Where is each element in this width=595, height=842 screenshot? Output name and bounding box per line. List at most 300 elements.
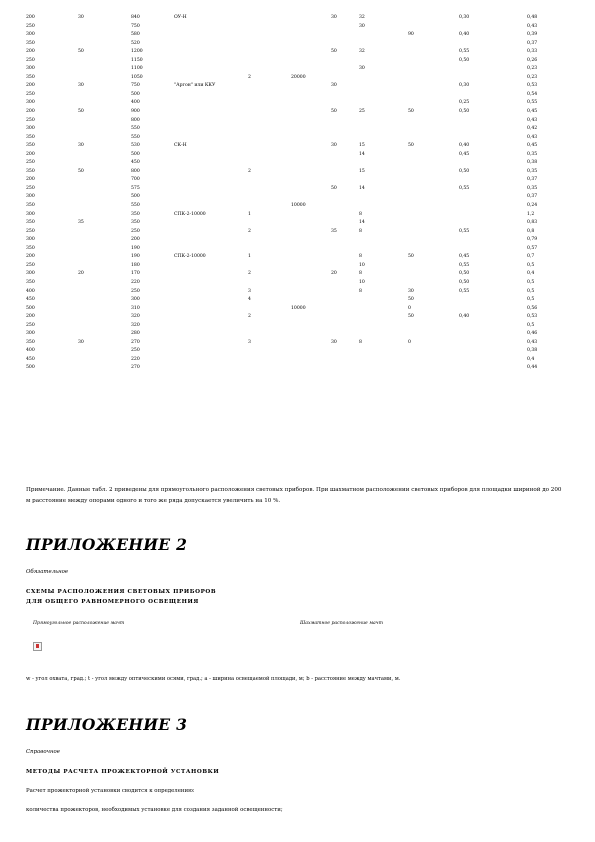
table-cell: 30: [331, 15, 337, 20]
scheme-label-rectangular: Прямоугольное расположение мачт: [33, 621, 125, 626]
table-cell: [291, 366, 331, 375]
table-cell: [331, 315, 359, 324]
table-cell: [174, 50, 248, 59]
table-row: [26, 238, 557, 247]
table-cell: 250: [131, 288, 140, 294]
table-row: [26, 230, 557, 239]
table-cell: 530: [131, 143, 140, 149]
table-cell: [459, 238, 527, 247]
table-cell: 4: [248, 297, 251, 303]
table-cell: [331, 298, 359, 307]
table-row: [26, 281, 557, 290]
table-cell: [174, 42, 248, 51]
table-cell: 0,40: [459, 143, 470, 149]
table-cell: 30: [78, 339, 84, 345]
table-cell: [174, 230, 248, 239]
table-cell: 50: [78, 49, 84, 55]
table-cell: 170: [131, 271, 140, 277]
table-cell: [248, 136, 291, 145]
table-cell: 10: [359, 262, 365, 268]
table-row: [26, 332, 557, 341]
table-cell: [174, 238, 248, 247]
table-cell: 10000: [291, 203, 306, 209]
table-row: [26, 84, 557, 93]
table-cell: 30: [78, 15, 84, 20]
table-cell: [174, 101, 248, 110]
table-cell: 0,48: [527, 15, 538, 20]
table-cell: [174, 281, 248, 290]
table-row: [26, 247, 557, 256]
table-cell: 575: [131, 185, 140, 191]
table-cell: 0,50: [459, 271, 470, 277]
table-cell: 300: [26, 194, 35, 200]
table-cell: 900: [131, 109, 140, 115]
table-cell: [359, 42, 408, 51]
table-cell: [248, 358, 291, 367]
table-cell: [359, 136, 408, 145]
table-cell: 350: [26, 168, 35, 174]
table-cell: [78, 230, 131, 239]
table-cell: 50: [408, 297, 414, 303]
table-cell: 1,2: [527, 211, 535, 217]
table-cell: 0,35: [527, 168, 538, 174]
table-cell: 50: [331, 49, 337, 55]
table-cell: [78, 290, 131, 299]
table-cell: 50: [408, 254, 414, 260]
table-cell: 400: [26, 288, 35, 294]
table-cell: 20: [78, 271, 84, 277]
table-cell: [359, 315, 408, 324]
table-cell: 10000: [291, 305, 306, 311]
table-cell: 0,5: [527, 279, 535, 285]
table-cell: [331, 255, 359, 264]
table-cell: [408, 127, 459, 136]
table-cell: [459, 119, 527, 128]
table-cell: [408, 204, 459, 213]
table-cell: [359, 33, 408, 42]
table-cell: [359, 247, 408, 256]
table-cell: 200: [26, 49, 35, 55]
table-cell: 250: [26, 185, 35, 191]
table-cell: [331, 67, 359, 76]
table-cell: 0,56: [527, 305, 538, 311]
table-cell: [408, 238, 459, 247]
table-row: [26, 315, 557, 324]
table-cell: 250: [26, 262, 35, 268]
table-cell: 200: [26, 109, 35, 115]
scheme-label-staggered: Шахматное расположение мачт: [300, 621, 383, 626]
table-cell: [291, 178, 331, 187]
table-cell: [174, 110, 248, 119]
table-cell: [248, 33, 291, 42]
table-cell: [331, 290, 359, 299]
table-cell: [174, 324, 248, 333]
table-cell: 50: [78, 109, 84, 115]
table-cell: 3: [248, 339, 251, 345]
table-cell: [291, 315, 331, 324]
table-cell: [248, 127, 291, 136]
table-cell: [408, 358, 459, 367]
table-cell: [359, 324, 408, 333]
table-cell: [248, 110, 291, 119]
table-cell: [408, 76, 459, 85]
table-note: Примечание. Данные табл. 2 приведены для прямоугольного расположения световых приборов. При шахматном расположении световых приборов для площадки шириной до 200 м расстояние между опорами одного и того же ряда допускается увеличить на 10 %.: [26, 487, 562, 504]
table-cell: 200: [26, 15, 35, 20]
table-cell: [291, 187, 331, 196]
table-cell: 35: [331, 228, 337, 234]
table-cell: [248, 50, 291, 59]
table-cell: [359, 101, 408, 110]
table-cell: 0: [408, 339, 411, 345]
table-cell: 250: [131, 348, 140, 354]
table-cell: [408, 332, 459, 341]
table-cell: [359, 238, 408, 247]
table-cell: 180: [131, 262, 140, 268]
table-cell: 2: [248, 271, 251, 277]
table-cell: [291, 281, 331, 290]
table-cell: [331, 324, 359, 333]
table-cell: 0,25: [459, 100, 470, 106]
appendix-3-text-1: Расчет прожекторной установки сводится к определению:: [26, 788, 195, 794]
table-cell: 0,53: [527, 314, 538, 320]
table-row: [26, 204, 557, 213]
table-cell: [291, 59, 331, 68]
table-cell: 0,50: [459, 109, 470, 115]
table-cell: 350: [26, 143, 35, 149]
table-row: [26, 170, 557, 179]
table-cell: [248, 307, 291, 316]
table-cell: СПК-2-10000: [174, 254, 206, 260]
table-row: [26, 324, 557, 333]
table-cell: 0,23: [527, 66, 538, 72]
table-cell: [78, 366, 131, 375]
broken-image-icon: [33, 642, 42, 651]
table-cell: [174, 153, 248, 162]
table-cell: [359, 76, 408, 85]
table-cell: 20000: [291, 74, 306, 80]
table-cell: [174, 33, 248, 42]
table-cell: [359, 366, 408, 375]
table-cell: 15: [359, 143, 365, 149]
table-cell: [174, 315, 248, 324]
table-cell: [408, 25, 459, 34]
table-cell: [459, 247, 527, 256]
table-cell: 50: [331, 185, 337, 191]
table-cell: [408, 59, 459, 68]
table-cell: [174, 119, 248, 128]
table-cell: 2: [248, 314, 251, 320]
table-cell: [459, 349, 527, 358]
table-cell: [331, 349, 359, 358]
table-cell: [78, 255, 131, 264]
table-cell: [78, 195, 131, 204]
table-row: [26, 25, 557, 34]
table-cell: СПК-2-10000: [174, 211, 206, 217]
table-cell: 0,5: [527, 322, 535, 328]
table-cell: 320: [131, 322, 140, 328]
table-cell: [408, 366, 459, 375]
table-cell: 550: [131, 203, 140, 209]
table-row: [26, 76, 557, 85]
table-cell: [459, 221, 527, 230]
table-cell: 1: [248, 254, 251, 260]
table-cell: 520: [131, 40, 140, 46]
table-cell: 8: [359, 228, 362, 234]
table-cell: [291, 161, 331, 170]
table-cell: [78, 101, 131, 110]
table-cell: 200: [26, 314, 35, 320]
table-cell: [408, 349, 459, 358]
table-cell: [408, 187, 459, 196]
table-cell: 30: [359, 23, 365, 29]
appendix-2-heading: [26, 588, 216, 607]
table-cell: [408, 136, 459, 145]
table-cell: [78, 67, 131, 76]
table-cell: [248, 187, 291, 196]
table-cell: 400: [26, 348, 35, 354]
table-cell: [459, 298, 527, 307]
table-cell: [248, 238, 291, 247]
table-cell: [291, 93, 331, 102]
table-cell: 0,5: [527, 297, 535, 303]
table-cell: 0,43: [527, 339, 538, 345]
table-cell: [291, 341, 331, 350]
table-cell: 350: [26, 134, 35, 140]
table-cell: [331, 59, 359, 68]
table-cell: 30: [78, 143, 84, 149]
table-cell: 450: [26, 297, 35, 303]
table-cell: [174, 341, 248, 350]
table-cell: [291, 136, 331, 145]
table-cell: [331, 153, 359, 162]
table-cell: [78, 76, 131, 85]
table-cell: [291, 127, 331, 136]
table-cell: 400: [131, 100, 140, 106]
table-cell: 300: [26, 331, 35, 337]
table-cell: [174, 178, 248, 187]
table-cell: [174, 358, 248, 367]
table-cell: [359, 119, 408, 128]
table-row: [26, 127, 557, 136]
table-cell: [174, 349, 248, 358]
table-cell: [291, 290, 331, 299]
table-cell: 300: [26, 237, 35, 243]
table-row: [26, 93, 557, 102]
table-cell: 250: [26, 23, 35, 29]
table-cell: [359, 127, 408, 136]
appendix-2-heading-line-1: СХЕМЫ РАСПОЛОЖЕНИЯ СВЕТОВЫХ ПРИБОРОВ: [26, 589, 217, 595]
table-cell: [408, 170, 459, 179]
table-cell: [331, 281, 359, 290]
table-cell: [459, 25, 527, 34]
table-row: [26, 178, 557, 187]
table-row: [26, 42, 557, 51]
table-cell: 500: [131, 91, 140, 97]
table-cell: [248, 264, 291, 273]
table-cell: [359, 358, 408, 367]
table-cell: [78, 298, 131, 307]
table-cell: 270: [131, 339, 140, 345]
table-body: [26, 16, 557, 375]
table-cell: 8: [359, 288, 362, 294]
table-cell: 1050: [131, 74, 143, 80]
table-cell: 0,5: [527, 288, 535, 294]
table-cell: [248, 59, 291, 68]
table-cell: [331, 307, 359, 316]
table-cell: 50: [331, 109, 337, 115]
table-cell: 0,57: [527, 245, 538, 251]
table-cell: 10: [359, 279, 365, 285]
table-cell: [78, 213, 131, 222]
table-cell: 8: [359, 211, 362, 217]
table-cell: 700: [131, 177, 140, 183]
table-cell: [408, 153, 459, 162]
table-cell: [291, 50, 331, 59]
table-row: [26, 119, 557, 128]
table-cell: 50: [408, 314, 414, 320]
table-cell: 190: [131, 245, 140, 251]
table-cell: [459, 358, 527, 367]
table-cell: [174, 290, 248, 299]
table-cell: 200: [131, 237, 140, 243]
table-cell: [174, 272, 248, 281]
table-cell: [174, 264, 248, 273]
table-cell: [248, 93, 291, 102]
table-cell: [78, 119, 131, 128]
table-cell: [408, 42, 459, 51]
table-cell: 0,30: [459, 83, 470, 89]
table-cell: 30: [331, 339, 337, 345]
table-cell: 0,42: [527, 126, 538, 132]
table-cell: [174, 59, 248, 68]
table-cell: [174, 161, 248, 170]
table-cell: 550: [131, 134, 140, 140]
table-cell: [78, 93, 131, 102]
table-cell: [78, 264, 131, 273]
table-cell: [408, 93, 459, 102]
table-cell: [331, 238, 359, 247]
table-cell: 350: [131, 211, 140, 217]
table-cell: 750: [131, 23, 140, 29]
table-cell: 220: [131, 356, 140, 362]
table-row: [26, 290, 557, 299]
table-cell: [78, 324, 131, 333]
table-cell: [291, 221, 331, 230]
table-cell: [331, 93, 359, 102]
table-cell: 30: [408, 288, 414, 294]
table-cell: [78, 332, 131, 341]
table-cell: [291, 16, 331, 25]
table-cell: [291, 238, 331, 247]
table-cell: 250: [26, 322, 35, 328]
table-cell: [291, 42, 331, 51]
table-cell: [359, 178, 408, 187]
table-cell: [291, 247, 331, 256]
table-cell: [174, 221, 248, 230]
table-cell: [78, 307, 131, 316]
table-cell: [248, 281, 291, 290]
table-cell: 280: [131, 331, 140, 337]
table-cell: [78, 187, 131, 196]
table-cell: 350: [26, 74, 35, 80]
table-cell: 250: [26, 117, 35, 123]
table-cell: [331, 25, 359, 34]
table-cell: [248, 101, 291, 110]
table-cell: 550: [131, 126, 140, 132]
table-cell: 0,55: [459, 262, 470, 268]
table-cell: [291, 264, 331, 273]
table-cell: [248, 332, 291, 341]
table-cell: 450: [131, 160, 140, 166]
table-cell: [78, 136, 131, 145]
table-cell: 300: [26, 66, 35, 72]
table-cell: [248, 247, 291, 256]
table-cell: [408, 67, 459, 76]
table-cell: [459, 332, 527, 341]
table-cell: 90: [408, 32, 414, 38]
table-cell: [174, 298, 248, 307]
table-cell: 350: [26, 279, 35, 285]
table-row: [26, 264, 557, 273]
table-cell: 250: [26, 228, 35, 234]
table-cell: [174, 366, 248, 375]
table-cell: [174, 307, 248, 316]
table-cell: [78, 161, 131, 170]
table-cell: 0,45: [459, 254, 470, 260]
table-cell: [331, 33, 359, 42]
table-cell: 500: [26, 305, 35, 311]
table-row: [26, 272, 557, 281]
table-cell: 350: [131, 220, 140, 226]
table-cell: 50: [408, 109, 414, 115]
table-cell: 310: [131, 305, 140, 311]
table-cell: [459, 136, 527, 145]
table-cell: [248, 67, 291, 76]
table-cell: 0,30: [459, 15, 470, 20]
table-row: [26, 110, 557, 119]
table-cell: [459, 67, 527, 76]
table-cell: [331, 161, 359, 170]
table-cell: [459, 76, 527, 85]
table-cell: [78, 238, 131, 247]
table-row: [26, 255, 557, 264]
table-cell: [78, 315, 131, 324]
table-cell: [78, 153, 131, 162]
table-cell: 0,40: [459, 314, 470, 320]
table-row: [26, 136, 557, 145]
table-cell: [408, 324, 459, 333]
table-cell: [408, 230, 459, 239]
table-cell: 0,8: [527, 228, 535, 234]
table-cell: [459, 204, 527, 213]
table-cell: [248, 119, 291, 128]
table-cell: [291, 119, 331, 128]
table-cell: 220: [131, 279, 140, 285]
table-row: [26, 16, 557, 25]
table-cell: 200: [26, 83, 35, 89]
table-cell: [174, 93, 248, 102]
appendix-3-status: Справочное: [26, 749, 60, 755]
table-cell: 0,55: [459, 228, 470, 234]
table-cell: 14: [359, 220, 365, 226]
table-cell: [359, 307, 408, 316]
table-cell: 0,43: [527, 134, 538, 140]
table-cell: 8: [359, 271, 362, 277]
table-cell: 0,55: [459, 49, 470, 55]
table-cell: 0,4: [527, 356, 535, 362]
table-cell: [408, 221, 459, 230]
table-cell: 30: [78, 83, 84, 89]
